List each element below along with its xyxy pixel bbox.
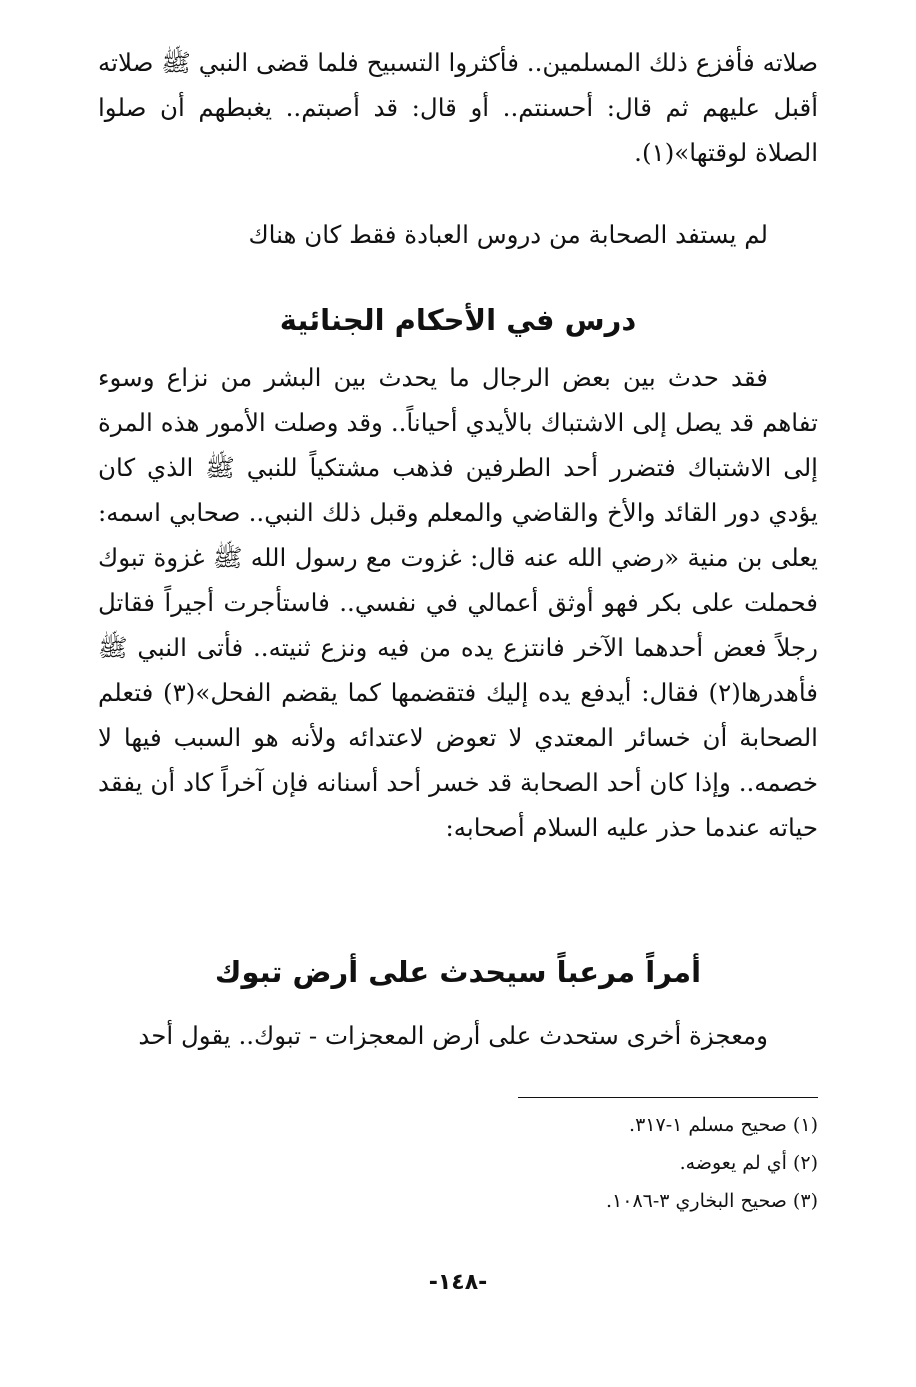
footnote-1: (١) صحيح مسلم ١-٣١٧. [629, 1114, 818, 1136]
footnote-2: (٢) أي لم يعوضه. [679, 1152, 818, 1174]
last-line-block [98, 1013, 818, 1058]
top-paragraph-block [98, 40, 818, 175]
top-paragraph: صلاته فأفزع ذلك المسلمين.. فأكثروا التسبيح فلما قضى النبي ﷺ صلاته أقبل عليهم ثم قال: أحسنتم.. أو قال: قد أصبتم.. يغبطهم أن صلوا الصلاة لوقتها»(١). [98, 48, 818, 167]
main-paragraph-block [98, 355, 818, 850]
last-line: ومعجزة أخرى ستحدث على أرض المعجزات - تبوك.. يقول أحد [138, 1021, 768, 1050]
page-number: -١٤٨- [428, 1270, 488, 1295]
footnote-3: (٣) صحيح البخاري ٣-١٠٨٦. [606, 1190, 818, 1212]
section-heading-tabuk: أمراً مرعباً سيحدث على أرض تبوك [214, 955, 702, 989]
intro-line: لم يستفد الصحابة من دروس العبادة فقط كان هناك [248, 220, 768, 249]
intro-line-block [98, 212, 818, 257]
main-paragraph: فقد حدث بين بعض الرجال ما يحدث بين البشر من نزاع وسوء تفاهم قد يصل إلى الاشتباك بالأيدي أحياناً.. وقد وصلت الأمور هذه المرة إلى الاشتباك فتضرر أحد الطرفين فذهب مشتكياً للنبي ﷺ الذي كان يؤدي دور القائد والأخ والقاضي والمعلم وقبل ذلك النبي.. صحابي اسمه: يعلى بن منية «رضي الله عنه قال: غزوت مع رسول الله ﷺ غزوة تبوك فحملت على بكر فهو أوثق أعمالي في نفسي.. فاستأجرت أجيراً فقاتل رجلاً فعض أحدهما الآخر فانتزع يده من فيه ونزع ثنيته.. فأتى النبي ﷺ فأهدرها(٢) فقال: أيدفع يده إليك فتقضمها كما يقضم الفحل»(٣) فتعلم الصحابة أن خسائر المعتدي لا تعوض لاعتدائه ولأنه هو السبب فيها لا خصمه.. وإذا كان أحد الصحابة قد خسر أحد أسنانه فإن آخراً كاد أن يفقد حياته عندما حذر عليه السلام أصحابه: [98, 363, 819, 842]
footnotes [98, 1106, 818, 1220]
footnote-divider [518, 1097, 818, 1098]
section-heading-criminal-rulings: درس في الأحكام الجنائية [279, 303, 637, 337]
